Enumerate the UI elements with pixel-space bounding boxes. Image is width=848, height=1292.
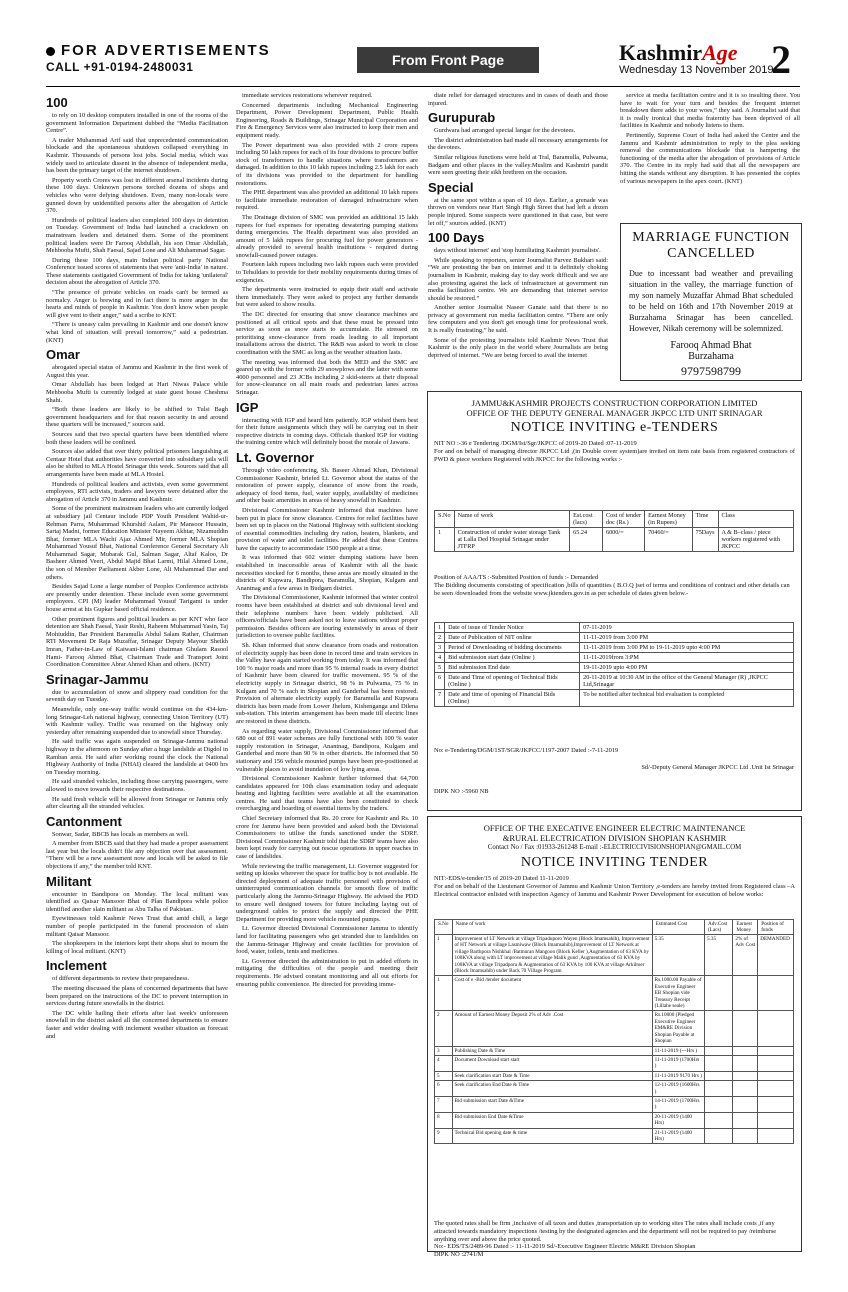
table-row [435, 1011, 794, 1046]
article-paragraph: Chief Secretary informed that Rs. 20 crore for Kashmir and Rs. 10 crore for Jammu have been provided and asked both the Divisional Commissioners to utilise the funds sanctioned under the SDRF. Divisional Commissioner Kashmir told that the SDRF teams have also been kept ready for carrying out rescue operations in upper reaches in case of landslides. [236, 815, 418, 861]
article-paragraph: Some of the prominent mainstream leaders who are currently lodged at subsidiary jail Centaur include PDP Youth President Wahid-ur-Rehman Parra, Muhammad Khurshid Aalam, Pir Mansoor Hussain, Sartaj Madni, former Education Minister Nayeem Akhtar, Nizamuddin Bhat, former MLA Wachi Ajaz Ahmed Mir, former MLA Shopian Muhammad Yousuf Bhat, National Conference General Secretary Ali Muhammad Sagar, Mubarak Gul, Salman Sagar, Altaf Kaloo, Dr Basheer Ahmed Veeri, Abdul Majid Bhat Larmi, Hilal Ahmed Lone, the son of Member Parliament Akber Lone, Ali Muhammad Dar and others. [46, 505, 228, 581]
ads-banner [46, 42, 271, 74]
table-cell: A & B–class / piece workers registered with JKPCC [718, 528, 794, 552]
table-cell [704, 1096, 732, 1112]
table-cell: 11-11-2019 (---Hrs ) [652, 1046, 704, 1055]
table-header-cell: Position of funds [758, 920, 794, 935]
table-row [435, 1071, 794, 1080]
schedule-row [435, 633, 794, 643]
table-cell: 5 [435, 1071, 453, 1080]
schedule-row [435, 643, 794, 653]
tender-notice-shopian [427, 816, 802, 1259]
table-row [435, 1081, 794, 1097]
bullet-icon [46, 47, 55, 56]
article-paragraph: Divisional Commissioner Kashmir informed that machines have been put in place for snow clearance. Centres for relief facilities have been set up in places on the National Highway with sufficient stocking of essential commodities including dry ration, heaters, blankets, and provision of water and toilet facilities. He added that these Centres have the capacity to accommodate 1500 people at a time. [236, 506, 418, 552]
schedule-row [435, 623, 794, 633]
table-header-cell: S.No [435, 920, 453, 935]
table-cell [704, 1055, 732, 1071]
article-paragraph: Hundreds of political leaders also completed 100 days in detention on Tuesday. Government of India had launched a crackdown on mainstream leaders and detained them. Some of the prominent political leaders were Dr Farooq Abdullah, his son Omar Abdullah, Mehbooba Mufti, Shah Faesal, Sajad Lone and Ali Muhammad Sagar. [46, 216, 228, 255]
table-cell [733, 1081, 758, 1097]
article-paragraph: Other prominent figures and political leaders as per KNT who face detention are Shah Faesal, Yasir Reshi, Raheem Muhammad Yasin, Taj Mohiuddin, Bar President Baramulla Abdul Salam Rather, Chairman RTI Movement Dr Raja Muzaffar, Srinagar Deputy Mayour Sheikh Imran, Father-in-Law of Kaiwani-Islami chairman Ghulam Rasool Hami- Farooq Ahmed Bhat, Chairman Trade and Transport Joint Coordination Committee Abrar Ahmed Khan and others. (KNT) [46, 615, 228, 669]
table-cell: Cost of e -Bid /tender document [452, 976, 652, 1011]
table-cell [758, 1128, 794, 1144]
table-cell: 20-11-2019 (1400 Hrs) [652, 1112, 704, 1128]
table-cell: Date and Time of opening of Technical Bids (Online ) [445, 673, 580, 690]
article-paragraph: to rely on 10 desktop computers installed in one of the rooms of the government Information Department dubbed the “Media Facilitation Centre”. [46, 112, 228, 135]
article-paragraph: As regarding water supply, Divisional Commissioner informed that 680 out of 891 water schemes are fully functional with 100 % water supply restoration in Srinagar, Anantnag, Bandipora, Kulgam and Ganderbal and more than 90 % in other districts. He informed that 50 stationary and 156 vehicle mounted pumps have been pre-positioned at vulnerable places to avoid inundation of low lying areas. [236, 727, 418, 773]
table-cell: 11-11-2019 (1700Hrs ) [652, 1055, 704, 1071]
article-paragraph: Besides Sajad Lone a large number of Peoples Conference activists are presently under detention. These include even some government employees. CPI (M) leader Muhammad Yousuf Tarigami is under house arrest at his Gupkar based official residence. [46, 583, 228, 614]
article-paragraph: Some of the protesting journalists told Kashmir News Trust that Kashmir is the only place in the world where Journalists are being deprived of internet. “We are being forced to avail the internet [428, 336, 608, 359]
article-paragraph: The district administration had made all necessary arrangements for the devotees. [428, 136, 608, 152]
table-cell: 1 [435, 935, 453, 976]
marriage-notice [620, 223, 802, 381]
article-paragraph: “Both these leaders are likely to be shifted to Tulsi Bagh government headquarters and for that reason security in and around these quarters will be increased,” sources said. [46, 406, 228, 429]
table-row [435, 1046, 794, 1055]
table-cell: 4 [435, 653, 445, 663]
table-header-cell: Name of work [452, 920, 652, 935]
table-cell: 8 [435, 1112, 453, 1128]
article-paragraph: Omar Abdullah has been lodged at Hari Niwas Palace while Mehbooba Mufti is currently lodged at state guest house Cheshma Shahi. [46, 381, 228, 404]
table-cell [758, 1096, 794, 1112]
table-cell: Improvement of LT Network at village Tripaduporo Wayen (Block Imamsahib), Improvement of HT Network at village Lasmiwaw (Block Imamsahib),Improvement of LT Network at village Barthpora Nishkhal /Batmuran Mangoon (Block Keller ),Augmentation of 63 KVA by 100KVA along with LT improvement at village Malik gund ,Augmentation of 63 KVA by 100KVA at village Tripadpora & Augmentation of 63 KVA by 100 KVA at village Arkiltoer (Block Imamsahib) under Back 70 Village Program [452, 935, 652, 976]
article-heading: 100 [46, 95, 68, 110]
tender1-intro: NIT NO :-36 e Tendering /DGM/Ist/Sgr/JKPCC of 2019-20 Dated :07-11-2019 For and on behalf of managing director JKPCC Ltd ,(in Double cover system)are invited on item rate basis from registered contractors of PWD & piece workers Registered with JKPCC for the following works :- [434, 440, 795, 463]
marriage-place: Burzahama [688, 351, 734, 362]
table-header-cell: Earnest Money [733, 920, 758, 935]
table-cell: 2 [435, 633, 445, 643]
tender2-ref: No:- EDS/TS/2489-96 Dated :- 11-11-2019 Sd/-Executive Engineer Electric M&RE Division Shopian [434, 1243, 696, 1251]
table-cell: 4 [435, 1055, 453, 1071]
article-paragraph: Lt. Governor directed Divisional Commissioner Jammu to identify land for facilitating passengers who get stranded due to landslides on the Jammu-Srinagar Highway and create facilities for provision of food, water, toilets, tents and medicines. [236, 925, 418, 956]
table-cell [704, 1081, 732, 1097]
article-paragraph: He said traffic was again suspended on Srinagar-Jammu national highway in the afternoon on Sunday after a huge landslide at Digdol in Ramban area. He said after working round the clock the National Highway Authority of India (NHAI) cleared the landslide at 0400 hrs on Tuesday morning. [46, 738, 228, 776]
schedule-row [435, 663, 794, 673]
article-paragraph: due to accumulation of snow and slippery road condition for the seventh day on Tuesday. [46, 688, 228, 704]
table-cell: 11-11-2019 from 3:00 PM to 19-11-2019 upto 4:00 PM [580, 643, 794, 653]
table-cell: DEMANDED [758, 935, 794, 976]
article-paragraph: Meanwhile, only one-way traffic would continue on the 434-km-long Srinagar-Leh national highway, connecting Union Territory (UT) with Kashmir valley. Traffic was resumed on the highway only yesterday after remaining suspended due to snowfall since Thursday. [46, 705, 228, 736]
article-heading: IGP [236, 399, 259, 415]
table-cell: 12-11-2019 (1600Hrs ) [652, 1081, 704, 1097]
issue-date: Wednesday 13 November 2019 [619, 64, 774, 76]
table-cell: 2% of Adv Cost [733, 935, 758, 976]
table-header [435, 920, 794, 935]
table-cell [758, 1011, 794, 1046]
table-cell: 19-11-2019 upto 4:00 PM [580, 663, 794, 673]
table-cell: Publishing Date & Time [452, 1046, 652, 1055]
table-cell: 5 [435, 663, 445, 673]
table-cell [758, 976, 794, 1011]
tender2-contact: Contact No / Fax :01933-261248 E-mail :-ELECTRICCIVISIONSHOPIAN@GMAIL.COM [487, 844, 742, 851]
table-cell: 21-11-2019 (1400 Hrs) [652, 1128, 704, 1144]
schedule-row [435, 690, 794, 707]
table-cell: 2 [435, 1011, 453, 1046]
article-paragraph: at the same spot within a span of 10 days. Earlier, a grenade was thrown on vendors near Hari Singh High Street that had left a dozen people injured. Some suspects were questioned in that case, but were let off,” sources added. (KNT) [428, 196, 608, 227]
table-row [435, 1128, 794, 1144]
tender2-terms: The quoted rates shall be firm ,inclusive of all taxes and duties ,transportation up to working sites The rates shall include costs ,if any attracted towards mandatory inspections /testing by the designated agencies and the department will not be required to pay /reimburse anything over and above the price quoted. [434, 1220, 777, 1243]
table-header-cell: S.No [435, 511, 455, 528]
table-cell: 3 [435, 1046, 453, 1055]
table-cell [758, 1081, 794, 1097]
article-paragraph: The DC directed for ensuring that snow clearance machines are positioned at all critical spots and that these must be pressed into service as soon as snow starts to accumulate. He stressed on prioritising snow-clearance from roads leading to all important installations across the district. The R&B was asked to work in close coordination with the SMC as long as the weather situation lasts. [236, 311, 418, 356]
table-cell: Bid submission start date (Online ) [445, 653, 580, 663]
marriage-name: Farooq Ahmad Bhat [670, 340, 752, 351]
article-paragraph: Sources said that two special quarters have been identified where both these leaders will be confined. [46, 430, 228, 446]
article-paragraph: Eyewitnesses told Kashmir News Trust that amid chill, a large number of people participated in the funeral procession of slain militant Qaisar Mansoor. [46, 915, 228, 938]
table-cell [733, 1011, 758, 1046]
table-cell [758, 1112, 794, 1128]
article-paragraph: Another senior Journalist Naseer Ganaie said that there is no privacy at government run media facilitation centre. “There are only few computers and you don't get enough time for professional work. It is really frustrating,” he said. [428, 304, 608, 335]
table-cell [733, 1071, 758, 1080]
table-cell: 11-11-2019 from 3:00 PM [580, 633, 794, 643]
table-cell: 1 [435, 623, 445, 633]
tender2-intro: NIT:-EDS/e-tender/15 of 2019-20 Dated 11-11-2019 For and on behalf of the Lieutenant Governor of Jammu and Kashmir Union Territory ,e-tenders are hereby invited from Registered class –A Electrical contractor enlisted with inspection Agency of Jammu and Kashmir Power Development for execution of below works: [434, 875, 795, 898]
table-cell: 6000/= [602, 528, 644, 552]
table-cell [733, 1112, 758, 1128]
ads-label: FOR ADVERTISEMENTS [61, 42, 271, 59]
table-cell: Seek clarification start Date & Time [452, 1071, 652, 1080]
table-cell [704, 1071, 732, 1080]
table-cell [704, 976, 732, 1011]
table-cell [733, 976, 758, 1011]
table-cell: Bid submission start Date &Time [452, 1096, 652, 1112]
table-cell: Amount of Earnest Money Deposit 2% of Adv .Cost [452, 1011, 652, 1046]
tender1-position: Position of AAA/TS :-Submitted Position of funds :- Demanded The Bidding documents consisting of specification ,bills of quantities ( B.O.Q )set of terms and conditions of contract and other details can be seen /downloaded from the website www.jktenders.gov.in as per schedule of dates given below.- [434, 574, 790, 597]
article-paragraph: diate relief for damaged structures and in cases of death and those injured. [428, 92, 608, 107]
table-cell: 9 [435, 1128, 453, 1144]
logo-age: Age [702, 40, 738, 65]
table-row [435, 1096, 794, 1112]
article-paragraph: The Drainage division of SMC was provided an additional 15 lakh rupees for fuel expenses for operating dewatering pumping stations during emergencies. The Health department was also provided an amount of 5 lakh rupees for procuring fuel for power generators - already provided to several health institutions - required during snowfall-caused power outages. [236, 213, 418, 259]
table-cell: 65.24 [570, 528, 603, 552]
table-cell: Period of Downloading of bidding documents [445, 643, 580, 653]
table-cell: 75Days [692, 528, 718, 552]
table-cell [733, 1096, 758, 1112]
table-cell: 11-11-2019 9170 Hrs ) [652, 1071, 704, 1080]
column-3 [428, 92, 608, 382]
table-header [435, 511, 794, 528]
table-cell: 70460/= [645, 528, 693, 552]
table-cell: Date of issue of Tender Notice [445, 623, 580, 633]
column-2 [236, 92, 418, 1282]
table-cell: Date of Publication of NIT online [445, 633, 580, 643]
article-heading: Srinagar-Jammu [46, 671, 149, 687]
table-cell [733, 1128, 758, 1144]
article-paragraph: The PHE department was also provided an additional 10 lakh rupees to facilitate immediate restoration of damaged infrastructure when required. [236, 189, 418, 212]
tender1-org1: JAMMU&KASHMIR PROJECTS CONSTRUCTION CORPORATION LIMITED [471, 398, 758, 408]
table-cell: 7 [435, 1096, 453, 1112]
table-cell: 1 [435, 528, 455, 552]
ads-phone: CALL +91-0194-2480031 [46, 60, 194, 74]
column-1 [46, 92, 228, 1282]
table-header-cell: Adv.Cost (Lacs) [704, 920, 732, 935]
article-heading: Gurupurab [428, 110, 496, 126]
table-cell: Construction of under water storage Tank at Lalla Ded Hospital Srinagar under JTFRP [454, 528, 570, 552]
article-paragraph: encounter in Bandipora on Monday. The local militant was identified as Qaisar Mansoor Bhat of Plan Bandipora while police identified another slain militant as Abu Talha of Pakistan. [46, 890, 228, 913]
column-4 [620, 92, 800, 222]
tender1-dip: DIPK NO :-5960 NB [434, 788, 489, 795]
table-cell [704, 1128, 732, 1144]
table-cell [733, 1046, 758, 1055]
article-paragraph: Sonwar, Sadar, BBCB has locals as members as well. [52, 830, 189, 838]
tender-notice-jkpcc [427, 391, 802, 811]
article-paragraph: During these 100 days, main Indian political party National Conference issued scores of statements that were 'anti-India' in nature. These statements castigated Government of India for taking 'unilateral' decision about the abrogation of Article 370. [46, 256, 228, 287]
table-cell: To be notified after technical bid evaluation is completed [580, 690, 794, 707]
article-paragraph: Concerned departments including Mechanical Engineering Department, Power Development Department, Public Health Engineering, Roads & Buildings, Srinagar Municipal Corporation and Fire & Emergency Services were also instructed to keep their men and equipment ready. [236, 101, 418, 139]
table-row [435, 528, 794, 552]
article-paragraph: immediate services restorations wherever required. [242, 92, 373, 99]
article-paragraph: The shopkeepers in the interiors kept their shops shut to mourn the killing of local militant. (KNT) [46, 940, 228, 955]
article-paragraph: The Divisional Commissioner, Kashmir informed that winter control rooms have been established at district and sub divisional level and their telephone numbers have been widely publicised. All officers/officials have been asked not to leave stations without proper permission. Besides officers are touring extensively in areas of their jurisdiction to oversee public facilities. [236, 594, 418, 640]
schedule-row [435, 673, 794, 690]
schedule-row [435, 653, 794, 663]
article-paragraph: of different departments to review their preparedness. [52, 975, 190, 983]
tender2-org1: OFFICE OF THE EXECATIVE ENGINEER ELECTRIC MAINTENANCE [483, 823, 746, 833]
article-paragraph: Property worth Crores was lost in different arsenal incidents during these 100 days. Unknown persons torched dozens of shops and vehicles who were defying shutdown. Even, many non-locals were gunned down by unidentified persons after the abrogation of Article 370. [46, 176, 228, 215]
article-paragraph: days without internet' and 'stop humiliating Kashmiri journalists'. [434, 247, 601, 255]
logo-main: Kashmir [619, 40, 703, 65]
table-header-cell: Earnest Money (in Rupees) [645, 511, 693, 528]
article-heading: Militant [46, 873, 92, 889]
article-paragraph: service at media facilitation centre and it is so insulting there. You have to wait for your turn and besides the frequent internet breakdown there adds to your woes,” they said. A Journalist said that it is really ironical that media fraternity has been deprived of all facilities in Kashmir and nobody listens to them. [620, 92, 800, 130]
article-heading: Lt. Governor [236, 449, 315, 465]
table-header-cell: Class [718, 511, 794, 528]
article-paragraph: “The presence of private vehicles on roads can't be termed as normalcy. Anger is brewing and in fact there is more anger in the hearts and minds of people in Kashmir. You don't know when people will give vent to their anger,” said a scribe to KNT. [46, 289, 228, 319]
newspaper-logo [619, 40, 738, 66]
table-cell: 3 [435, 643, 445, 653]
table-cell: Rs.10000 (Pledged Executive Engineer EM&RE Division Shopian Payable at Shopian [652, 1011, 704, 1046]
marriage-phone: 9797598799 [681, 364, 741, 378]
masthead [0, 0, 848, 86]
article-heading: 100 Days [428, 230, 485, 246]
article-paragraph: While reviewing the traffic management, Lt. Governor suggested for setting up kiosks wherever the space for traffic boy is not available. He directed deployment of adequate traffic personnel with provision of uninterrupted communication channels for smooth flow of traffic particularly along the Jammu-Srinagar Highway. He advised the PDD to ensure well designed towers for future including laying out of underground cables to protect the supply and directed the PHE Department for providing more vehicle mounted pumps. [236, 862, 418, 923]
tender2-title: NOTICE INVITING TENDER [520, 855, 709, 870]
table-cell: 7 [435, 690, 445, 707]
header-divider [46, 86, 800, 87]
table-cell: Technical Bid opening date & time [452, 1128, 652, 1144]
table-cell [758, 1071, 794, 1080]
article-paragraph: Similar religious functions were held at Tral, Baramulla, Pulwama, Badgam and other places in the valley.Muslim and Kashmiri pandit were seen greeting their sikh brethren on the occasion. [428, 153, 608, 177]
table-cell: 20-11-2019 at 10:30 AM in the office of the General Manager (R) ,JKPCC Ltd,Srinagar [580, 673, 794, 690]
article-heading: Inclement [46, 958, 107, 974]
table-cell: Bid submission End Date &Time [452, 1112, 652, 1128]
table-cell: 1 [435, 976, 453, 1011]
article-paragraph: Lt. Governor directed the administration to put in added efforts in mitigating the difficulties of the people and meeting their requirements. He advised constant monitoring and all out efforts for ensuring public convenience. He directed for providing imme- [236, 957, 418, 988]
table-cell: 5.35 [704, 935, 732, 976]
table-cell [733, 1055, 758, 1071]
article-paragraph: The departments were instructed to equip their staff and activate them immediately. They were asked to project any further demands but were asked to show results. [236, 286, 418, 309]
article-paragraph: The meeting discussed the plans of concerned departments that have been prepared on the instructions of the DC to prevent interruption in services during future snowfalls in the district. [46, 985, 228, 1008]
table-header-cell: Estimated Cost [652, 920, 704, 935]
table-cell: 5.35 [652, 935, 704, 976]
table-header-cell: Time [692, 511, 718, 528]
table-cell: 14-11-2019 (1700Hrs ) [652, 1096, 704, 1112]
article-heading: Omar [46, 347, 80, 363]
marriage-body: Due to incessant bad weather and prevailing situation in the valley, the marriage function of my son namely Muzaffar Ahmad Bhat scheduled to be held on 16th and 17th November 2019 at Burzahama Srinagar has been cancelled. However, Nikah ceremony will be solemnized. [629, 269, 793, 333]
tender1-signature: Sd/-Deputy General Manager JKPCC Ltd .Unit Ist Srinagar [641, 764, 794, 771]
article-paragraph: Gurdwara had arranged special langar for the devotees. [434, 127, 576, 135]
article-paragraph: The Power department was also provided with 2 crore rupees including 50 lakh rupees for each of its four divisions to procure buffer stock of transformers to handle situations where transformers are damaged. In addition to this 10 lakh rupees including 2.5 lakh for each of its divisions was provided to the department for handling restorations. [236, 141, 418, 187]
table-row [435, 976, 794, 1011]
article-heading: Special [428, 179, 474, 195]
tender1-ref: No: e-Tendering/DGM/1ST/SGR/JKPCC/1197-2007 Dated :-7-11-2019 [434, 747, 619, 754]
table-cell: Rs.1000.00 Payable of Executive Engineer EB Shopian vide Treasury Receipt (Lillahe seale) [652, 976, 704, 1011]
tender1-org2: OFFICE OF THE DEPUTY GENERAL MANAGER JKPCC LTD UNIT SRINAGAR [466, 408, 763, 418]
table-header-cell: Name of work [454, 511, 570, 528]
table-cell: 07-11-2019 [580, 623, 794, 633]
article-paragraph: interacting with IGP and heard him patiently. IGP wished them best for their future assignments which they will be carrying out in their respective districts in coming days. Officials thanked IGP for visiting the training centre which will definitely boost the morale of Jawans. [236, 416, 418, 447]
page-number: 2 [771, 37, 791, 82]
article-paragraph: Through video conferencing, Sh. Baseer Ahmad Khan, Divisional Commissioner Kashmir, briefed Lt. Governor about the status of the restoration of power supply, clearance of snow from the roads, adequacy of food items, fuel, water supply, availability of medicines and other basic amenities in areas of heavy snowfall in Kashmir. [236, 466, 418, 505]
table-cell [704, 1011, 732, 1046]
article-paragraph: Sh. Khan informed that snow clearance from roads and restoration of electricity supply has been done in record time and train services in the Valley have again started working from today. It was informed that 100 % major roads and more than 95 % internal roads in every district of Kashmir have been cleared for traffic movement. 95 % of the electricity supply in Srinagar district, 98 % in Pulwama, 75 % in Kulgam and 70 % each in Shopian and Ganderbal has been restored. Provision of alternate electricity supply for Baramulla and Kupwara districts has been made from Lower Jhelum, Kishenganga and Dilena sub-station. This interim arrangement has been made till electric lines are restored in these districts. [236, 642, 418, 725]
article-paragraph: “There is uneasy calm prevailing in Kashmir and one doesn't know what kind of situation will prevail tomorrow,” said a pedestrian. (KNT) [46, 321, 228, 344]
table-header-cell: Est.cost (lacs) [570, 511, 603, 528]
tender2-works-table [434, 919, 794, 1144]
section-label: From Front Page [357, 47, 539, 73]
table-row [435, 1112, 794, 1128]
article-paragraph: Fourteen lakh rupees including two lakh rupees each were provided to Tehsildars to provide for their mobility requirements during times of exigencies. [236, 261, 418, 284]
marriage-title: MARRIAGE FUNCTION CANCELLED [632, 230, 790, 261]
article-paragraph: A member from BBCB said that they had made a proper assessment last year but the locals didn't file any objection over that assessment. “There will be a new assessment now and locals will be asked to file objections if any,” the member told KNT. [46, 840, 228, 871]
article-paragraph: Pertinently, Supreme Court of India had asked the Centre and the Jammu and Kashmir administration to reply to the plea seeking removal the communications blockade that is hampering the functioning of the media after the abrogation of provisions of Article 370. The Centre in its reply had said that all the newspapers are hitting the stands without any disruption. It has presented the copies of various newspapers in the apex court. (KNT) [620, 131, 800, 185]
tender2-dip: DIPK NO :2741/M [434, 1251, 484, 1259]
tender1-title: NOTICE INVITING e-TENDERS [510, 420, 719, 435]
article-paragraph: The DC while hailing their efforts after last week's unforeseen snowfall in the district asked all the concerned departments to ensure faster and wider dealing with inclement weather situation as forecast and [46, 1009, 228, 1040]
article-paragraph: The meeting was informed that both the MED and the SMC are geared up with the former with 29 snowplows and the latter with some 4000 personnel and 23 JCBs including 2 skid-steers at their disposal for snow-clearance on all main roads and pedestrian lanes across Srinagar. [236, 358, 418, 396]
table-header-cell: Cost of tender doc (Rs.) [602, 511, 644, 528]
tender1-schedule-table [434, 622, 794, 707]
tender1-works-table [434, 510, 794, 552]
table-cell: Bid submission End date [445, 663, 580, 673]
table-cell [704, 1046, 732, 1055]
table-cell: 6 [435, 673, 445, 690]
article-paragraph: Hundreds of political leaders and activists, even some government employees, RTI activists, traders and lawyers were detained after the abrogation of Article 370 in Jammu and Kashmir. [46, 480, 228, 503]
table-cell: Document Download start start [452, 1055, 652, 1071]
tender2-footer [434, 1220, 794, 1259]
table-cell [758, 1055, 794, 1071]
table-row [435, 935, 794, 976]
article-paragraph: A trader Muhammad Arif said that unprecedented communication blockade and the spontaneous shutdown collapsed everything in Kashmir. Thousands of persons lost jobs. Social media, which was widely used to articulate dissent in the absence of independent media, has been the primary target of the internet shutdown. [46, 136, 228, 175]
table-cell: Date and time of opening of Financial Bids (Online) [445, 690, 580, 707]
article-paragraph: abrogated special status of Jammu and Kashmir in the first week of August this year. [46, 364, 228, 379]
article-paragraph: Divisional Commissioner Kashmir further informed that 64,700 candidates appeared for 10th class examination today and adequate heating and lighting facilities were available at all the examination centres. He said that teams have also been constituted to check overcharging and hoarding of essential items by the traders. [236, 775, 418, 813]
table-cell: 6 [435, 1081, 453, 1097]
table-row [435, 1055, 794, 1071]
table-cell [758, 1046, 794, 1055]
tender2-org2: &RURAL ELECTRICATION DIVISION SHOPIAN KASHMIR [502, 833, 727, 843]
article-paragraph: He said fresh vehicle will be allowed from Srinagar or Jammu only after clearing all the stranded vehicles. [46, 795, 228, 811]
article-paragraph: He said stranded vehicles, including those carrying passengers, were allowed to move towards their respective destinations. [46, 778, 228, 793]
table-cell: 11-11-2019from 3:PM [580, 653, 794, 663]
article-paragraph: Sources also added that over thirty political prisoners languishing at Centaur Hotel that authorities have converted into subsidiary jails will also be shifted to MLA Hostel Srinagar this week. Sources said that all arrangements have been made at MLA Hostel. [46, 448, 228, 478]
article-paragraph: While speaking to reporters, senior Journalist Parvez Bukhari said: “We are protesting the ban on internet and it is definitely choking journalism in Kashmir, making day to day work difficult and we are also protesting against the lack of infrastructure at government run media facilitation centre. We are demanding that internet service should be restored.” [428, 256, 608, 302]
table-cell: Seek clarification End Date & Time [452, 1081, 652, 1097]
table-cell [704, 1112, 732, 1128]
article-paragraph: It was informed that 602 winter dumping stations have been established in inaccessible areas of Kashmir with all the basic necessities stocked for 6 months, these areas are mostly situated in the districts of Kupwara, Bandipora, Baramulla, Shopian, Kulgam and Anantnag and a few areas in Budgam district. [236, 554, 418, 592]
article-heading: Cantonment [46, 813, 122, 829]
